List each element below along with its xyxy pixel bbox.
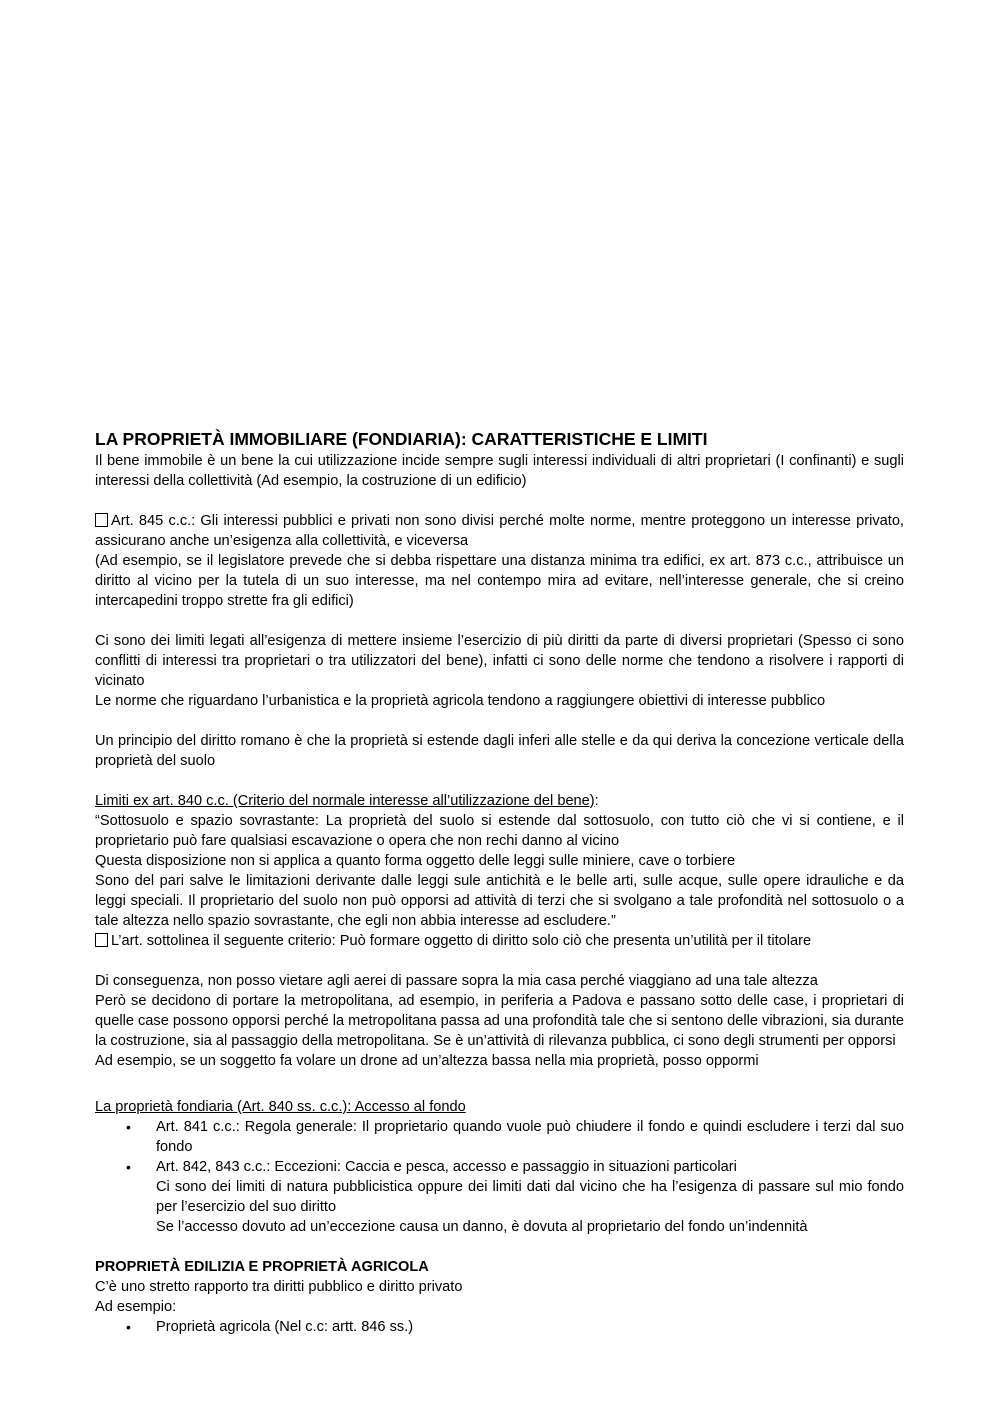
section-heading-fondo — [95, 1097, 904, 1117]
heading-underlined-text: La proprietà fondiaria (Art. 840 ss. c.c.): Accesso al fondo — [95, 1099, 466, 1115]
paragraph: Di conseguenza, non posso vietare agli aerei di passare sopra la mia casa perché viaggiano ad una tale altezza — [95, 973, 818, 989]
paragraph: C’è uno stretto rapporto tra diritti pubblico e diritto privato — [95, 1279, 463, 1295]
list-item — [95, 1317, 904, 1337]
fondo-list — [95, 1117, 904, 1177]
paragraph: Il bene immobile è un bene la cui utilizzazione incide sempre sugli interessi individuali di altri proprietari (I confinanti) e sugli interessi della collettività (Ad esempio, la costruzione di un edificio) — [95, 453, 904, 489]
paragraph: Ci sono dei limiti legati all’esigenza di mettere insieme l’esercizio di più diritti da parte di diversi proprietari (Spesso ci sono conflitti di interessi tra proprietari o tra utilizzatori del bene), infatti ci sono delle norme che tendono a risolvere i rapporti di vicinato — [95, 633, 904, 689]
blank-line — [95, 1237, 904, 1257]
quote-paragraph: Questa disposizione non si applica a quanto forma oggetto delle leggi sulle miniere, cave o torbiere — [95, 853, 736, 869]
section-heading-edilizia: PROPRIETÀ EDILIZIA E PROPRIETÀ AGRICOLA — [95, 1259, 429, 1275]
document-page — [95, 428, 904, 1337]
indented-paragraph: Se l’accesso dovuto ad un’eccezione causa un danno, è dovuta al proprietario del fondo un’indennità — [156, 1219, 808, 1235]
list-item-text: Art. 841 c.c.: Regola generale: Il proprietario quando vuole può chiudere il fondo e quindi escludere i terzi dal suo fondo — [156, 1119, 904, 1155]
list-item-text: Proprietà agricola (Nel c.c: artt. 846 ss.) — [156, 1319, 414, 1335]
blank-line — [95, 951, 904, 971]
blank-line — [95, 491, 904, 511]
paragraph-art-845 — [95, 511, 904, 551]
paragraph-text: L’art. sottolinea il seguente criterio: Può formare oggetto di diritto solo ciò che presenta un’utilità per il titolare — [111, 933, 812, 949]
paragraph: Però se decidono di portare la metropolitana, ad esempio, in periferia a Padova e passano sotto delle case, i proprietari di quelle case possono opporsi perché la metropolitana passa ad una profondità tale che si sentono delle vibrazioni, sia durante la costruzione, sia al passaggio della metropolitana. Se è un’attività di rilevanza pubblica, ci sono degli strumenti per opporsi — [95, 993, 904, 1049]
paragraph: Le norme che riguardano l’urbanistica e la proprietà agricola tendono a raggiungere obiettivi di interesse pubblico — [95, 693, 826, 709]
paragraph-criterio — [95, 931, 904, 951]
section-heading-840 — [95, 791, 904, 811]
bullet-icon: • — [126, 1159, 131, 1175]
list-item-text: Art. 842, 843 c.c.: Eccezioni: Caccia e pesca, accesso e passaggio in situazioni particolari — [156, 1159, 737, 1175]
blank-line — [95, 771, 904, 791]
paragraph-text: Art. 845 c.c.: Gli interessi pubblici e privati non sono divisi perché molte norme, mentre proteggono un interesse privato, assicurano anche un’esigenza alla collettività, e viceversa — [95, 513, 904, 549]
edilizia-list — [95, 1317, 904, 1337]
heading-underlined-text: Limiti ex art. 840 c.c. (Criterio del normale interesse all’utilizzazione del bene) — [95, 793, 595, 809]
blank-line — [95, 1071, 904, 1091]
quote-paragraph: “Sottosuolo e spazio sovrastante: La proprietà del suolo si estende dal sottosuolo, con tutto ciò che vi si contiene, e il proprietario può fare qualsiasi escavazione o opera che non rechi danno al vicino — [95, 813, 904, 849]
paragraph: Ad esempio, se un soggetto fa volare un drone ad un’altezza bassa nella mia proprietà, posso oppormi — [95, 1053, 759, 1069]
bullet-icon: • — [126, 1319, 131, 1335]
paragraph: Un principio del diritto romano è che la proprietà si estende dagli inferi alle stelle e da qui deriva la concezione verticale della proprietà del suolo — [95, 733, 904, 769]
arrow-icon — [95, 933, 108, 947]
list-item — [95, 1117, 904, 1157]
arrow-icon — [95, 513, 108, 527]
paragraph: Ad esempio: — [95, 1299, 177, 1315]
indented-paragraph: Ci sono dei limiti di natura pubblicistica oppure dei limiti dati dal vicino che ha l’esigenza di passare sul mio fondo per l’esercizio del suo diritto — [156, 1179, 904, 1215]
blank-line — [95, 711, 904, 731]
heading-colon: : — [594, 793, 599, 809]
quote-paragraph: Sono del pari salve le limitazioni derivante dalle leggi sule antichità e le belle arti, sulle acque, sulle opere idrauliche e da leggi speciali. Il proprietario del suolo non può opporsi ad attività di terzi che si svolgano a tale profondità nel sottosuolo o a tale altezza nello spazio sovrastante, che egli non abbia interesse ad escludere.” — [95, 873, 904, 929]
list-item — [95, 1157, 904, 1177]
bullet-icon: • — [126, 1119, 131, 1135]
document-title: LA PROPRIETÀ IMMOBILIARE (FONDIARIA): CARATTERISTICHE E LIMITI — [95, 429, 708, 449]
paragraph: (Ad esempio, se il legislatore prevede che si debba rispettare una distanza minima tra edifici, ex art. 873 c.c., attribuisce un diritto al vicino per la tutela di un suo interesse, ma nel contempo mira ad evitare, nell’interesse generale, che si creino intercapedini troppo strette fra gli edifici) — [95, 553, 904, 609]
blank-line — [95, 611, 904, 631]
